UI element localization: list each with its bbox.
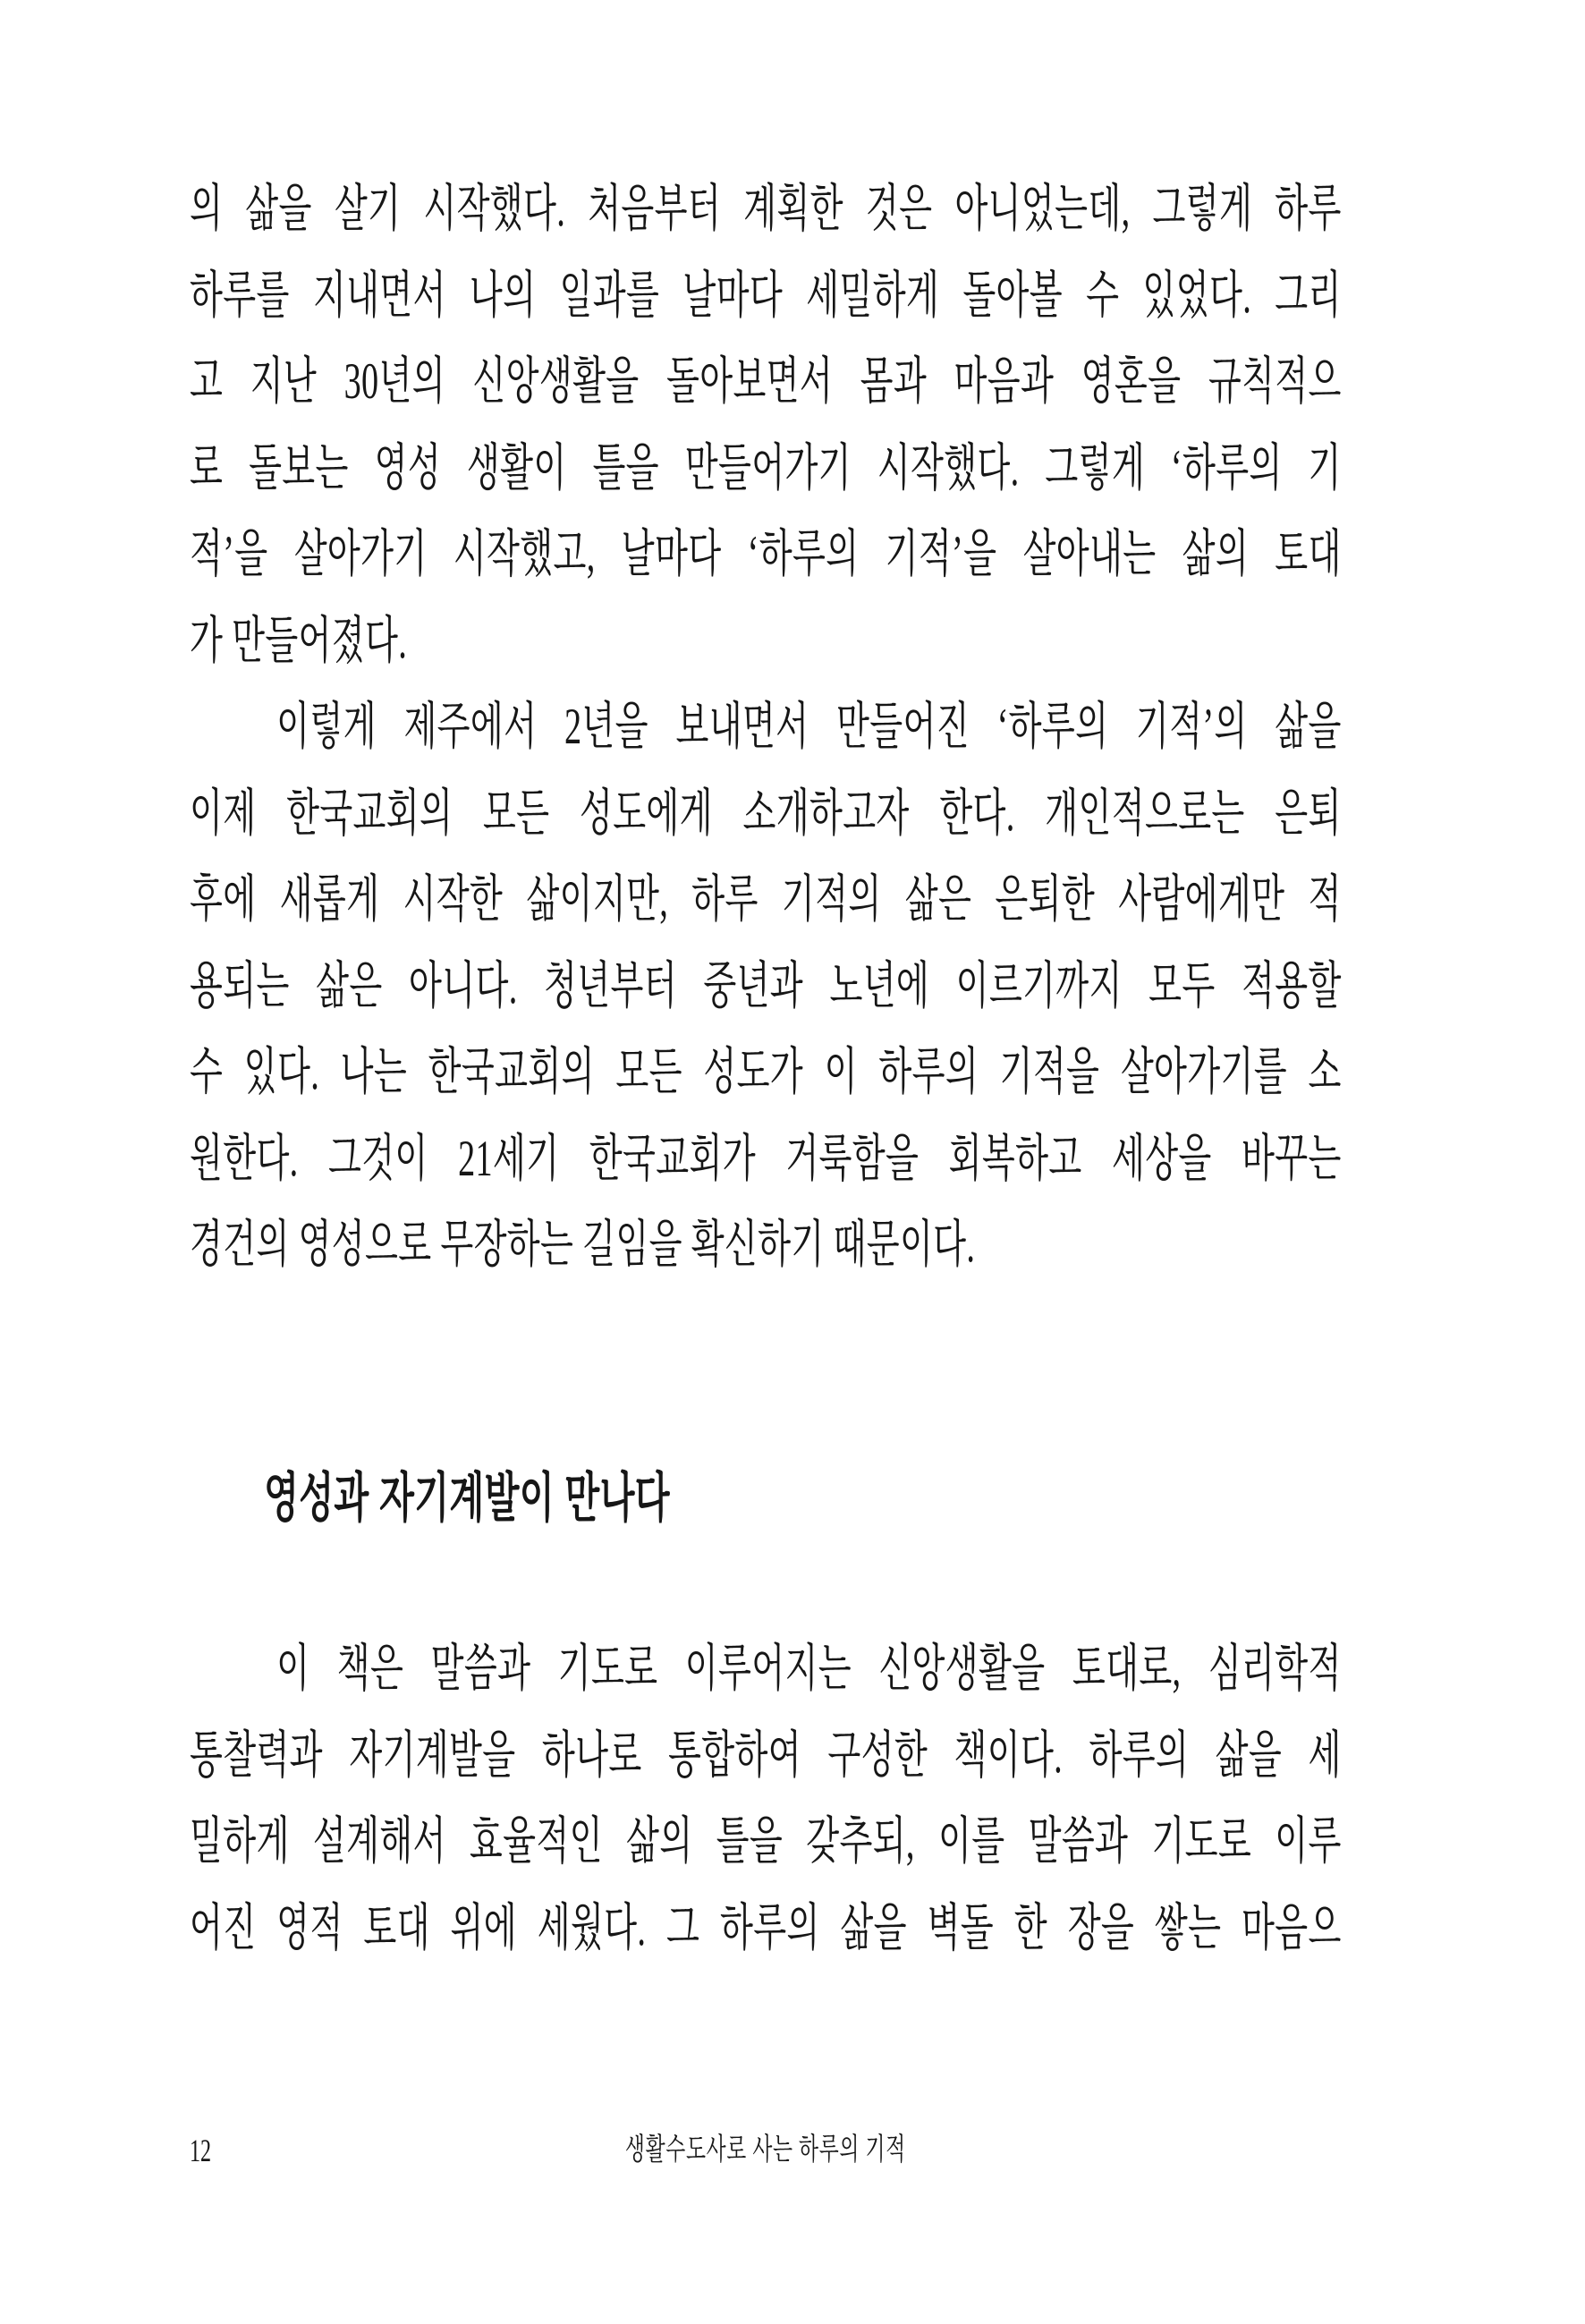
text-block (190, 0, 1342, 2324)
body-line: 밀하게 설계해서 효율적인 삶의 틀을 갖추되, 이를 말씀과 기도로 이루 (190, 1813, 1342, 1870)
page-footer (190, 2131, 1342, 2170)
body-line: 용되는 삶은 아니다. 청년부터 중년과 노년에 이르기까지 모두 적용할 (190, 957, 1342, 1014)
body-line: 통찰력과 자기계발을 하나로 통합하여 구성한 책이다. 하루의 삶을 세 (190, 1726, 1342, 1784)
body-line: 의 삶을 살기 시작했다. 처음부터 계획한 것은 아니었는데, 그렇게 하루 (190, 181, 1342, 237)
body-line: 이제 한국교회의 모든 성도에게 소개하고자 한다. 개인적으로는 은퇴 (190, 785, 1342, 842)
body-line: 원한다. 그것이 21세기 한국교회가 거룩함을 회복하고 세상을 바꾸는 (190, 1130, 1342, 1187)
paragraph-1 (190, 166, 1342, 684)
body-line: 후에 새롭게 시작한 삶이지만, 하루 기적의 삶은 은퇴한 사람에게만 적 (190, 871, 1342, 928)
body-text-upper (190, 166, 1342, 1289)
paragraph-3 (190, 1626, 1342, 1972)
body-line: 이 책은 말씀과 기도로 이루어지는 신앙생활을 토대로, 심리학적 (276, 1641, 1342, 1697)
page-number: 12 (190, 2133, 212, 2168)
body-line: 고 지난 30년의 신앙생활을 돌아보면서 몸과 마음과 영혼을 규칙적으 (190, 353, 1342, 410)
paragraph-2 (190, 684, 1342, 1289)
body-line: 수 있다. 나는 한국교회의 모든 성도가 이 하루의 기적을 살아가기를 소 (190, 1044, 1342, 1100)
body-line: 하루를 지내면서 나의 일과를 날마다 세밀하게 돌아볼 수 있었다. 그리 (190, 267, 1342, 324)
body-line: 적’을 살아가기 시작했고, 날마다 ‘하루의 기적’을 살아내는 삶의 토대 (190, 526, 1342, 582)
body-line: 어진 영적 토대 위에 세웠다. 그 하루의 삶을 벽돌 한 장을 쌓는 마음으 (190, 1899, 1342, 1956)
running-title: 생활수도사로 사는 하루의 기적 (624, 2133, 906, 2167)
section-heading: 영성과 자기계발이 만나다 (264, 1468, 670, 1528)
body-line: 경건의 영성으로 무장하는 길임을 확신하기 때문이다. (190, 1217, 976, 1273)
body-line: 이렇게 제주에서 2년을 보내면서 만들어진 ‘하루의 기적’의 삶을 (276, 699, 1342, 755)
body-line: 로 돌보는 영성 생활이 틀을 만들어가기 시작했다. 그렇게 ‘하루의 기 (190, 439, 1342, 496)
body-line: 가 만들어졌다. (190, 612, 408, 669)
